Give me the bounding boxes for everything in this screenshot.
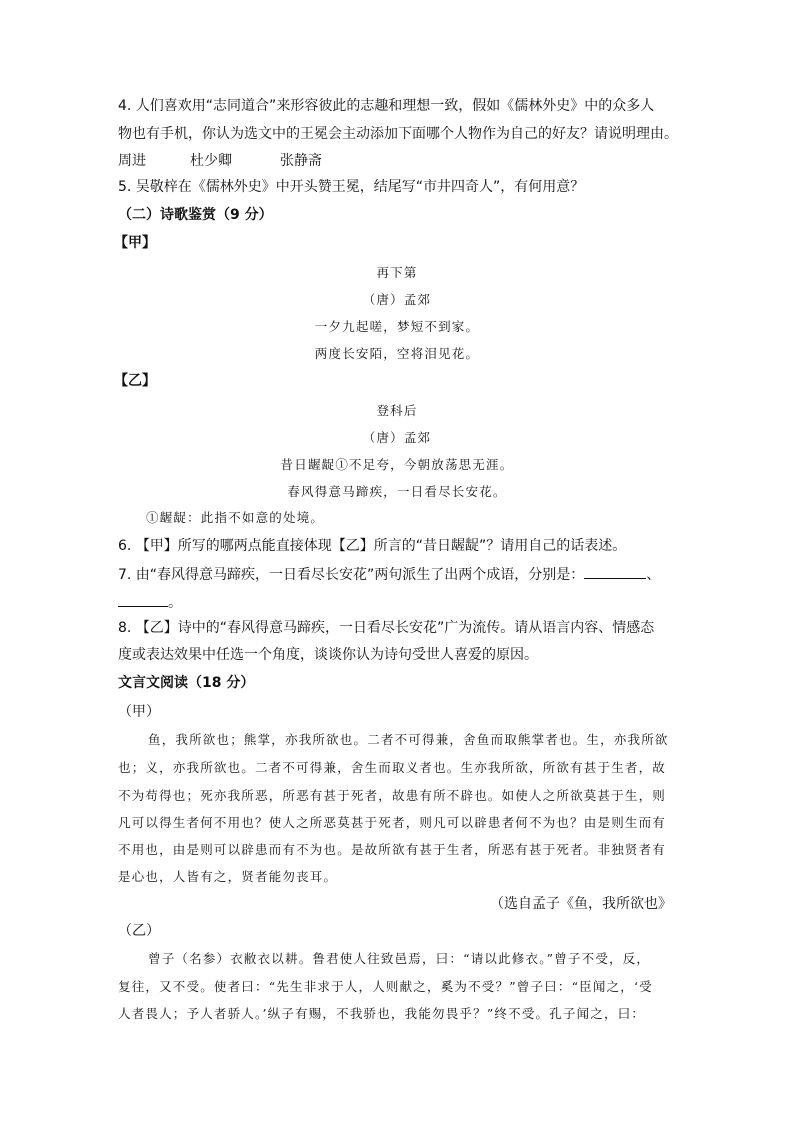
question-7-separator: 、	[646, 567, 661, 583]
question-4-option-1: 周进	[118, 153, 146, 169]
question-4-option-3: 张静斋	[280, 153, 322, 169]
answer-blank-2[interactable]	[118, 592, 168, 607]
poem-1-line-1: 一夕九起嗟，梦短不到家。	[314, 319, 480, 334]
poem-2-title: 登科后	[376, 403, 418, 418]
question-6: 6. 【甲】所写的哪两点能直接体现【乙】所言的“昔日龌龊”？请用自己的话表述。	[118, 538, 627, 554]
poem-1-author: （唐）孟郊	[362, 292, 432, 307]
question-4-option-2: 杜少卿	[190, 153, 232, 169]
question-4-line-1: 4. 人们喜欢用“志同道合”来形容彼此的志趣和理想一致，假如《儒林外史》中的众多人	[118, 98, 655, 114]
question-5: 5. 吴敬梓在《儒林外史》中开头赞王冕，结尾写“市井四奇人”，有何用意？	[118, 179, 585, 195]
passage-jia-line-1: 鱼，我所欲也；熊掌，亦我所欲也。二者不可得兼，舍鱼而取熊掌者也。生，亦我所欲	[148, 732, 669, 747]
footnote: ①龌龊：此指不如意的处境。	[146, 510, 325, 525]
label-jia: 【甲】	[114, 235, 156, 251]
question-7-line-2	[118, 592, 182, 612]
poem-1-line-2: 两度长安陌，空将泪见花。	[314, 346, 480, 361]
passage-yi-line-1: 曾子（名参）衣敝衣以耕。鲁君使人往致邑焉，曰：“请以此修衣。”曾子不受，反，	[148, 951, 651, 966]
poem-2-line-2: 春风得意马蹄疾，一日看尽长安花。	[287, 484, 507, 499]
passage-jia-line-6: 是心也，人皆有之，贤者能勿丧耳。	[118, 869, 338, 884]
question-7-line-1	[118, 564, 660, 584]
question-4-line-2: 物也有手机，你认为选文中的王冕会主动添加下面哪个人物作为自己的好友？请说明理由。	[118, 126, 678, 142]
section-3-title: 文言文阅读（18 分）	[118, 675, 255, 691]
passage-jia-line-2: 也；义，亦我所欲也。二者不可得兼，舍生而取义者也。生亦我所欲，所欲有甚于生者，故	[118, 760, 667, 775]
part-yi-label: （乙）	[118, 923, 160, 939]
question-8-line-2: 度或表达效果中任选一个角度，谈谈你认为诗句受世人喜爱的原因。	[118, 647, 538, 663]
passage-yi-line-3: 人者畏人；予人者骄人。’纵子有赐，不我骄也，我能勿畏乎？”终不受。孔子闻之，曰：	[118, 1006, 646, 1021]
passage-yi-line-2: 复往，又不受。使者曰：“先生非求于人，人则献之，奚为不受？”曾子曰：“臣闻之，‘受	[118, 979, 653, 994]
question-7-text: 7. 由“春风得意马蹄疾，一日看尽长安花”两句派生了出两个成语，分别是：	[118, 567, 585, 583]
part-jia-label: （甲）	[118, 704, 160, 720]
answer-blank-1[interactable]	[584, 564, 646, 579]
passage-jia-line-5: 不用也，由是则可以辟患而有不为也。是故所欲有甚于生者，所恶有甚于死者。非独贤者有	[118, 842, 667, 857]
poem-1-title: 再下第	[376, 265, 418, 280]
question-7-end: 。	[168, 595, 182, 611]
question-8-line-1: 8. 【乙】诗中的“春风得意马蹄疾，一日看尽长安花”广为流传。请从语言内容、情感态	[118, 620, 655, 636]
passage-jia-line-4: 凡可以得生者何不用也？使人之所恶莫甚于死者，则凡可以辟患者何不为也？由是则生而有	[118, 815, 667, 830]
poem-2-line-1: 昔日龌龊①不足夸，今朝放荡思无涯。	[280, 457, 514, 472]
label-yi: 【乙】	[114, 373, 156, 389]
passage-jia-line-3: 不为苟得也；死亦我所恶，所恶有甚于死者，故患有所不辟也。如使人之所欲莫甚于生，则	[118, 788, 667, 803]
poem-2-author: （唐）孟郊	[362, 430, 432, 445]
source-jia: （选自孟子《鱼，我所欲也》	[490, 896, 672, 912]
section-2-title: （二）诗歌鉴赏（9 分）	[118, 207, 273, 223]
